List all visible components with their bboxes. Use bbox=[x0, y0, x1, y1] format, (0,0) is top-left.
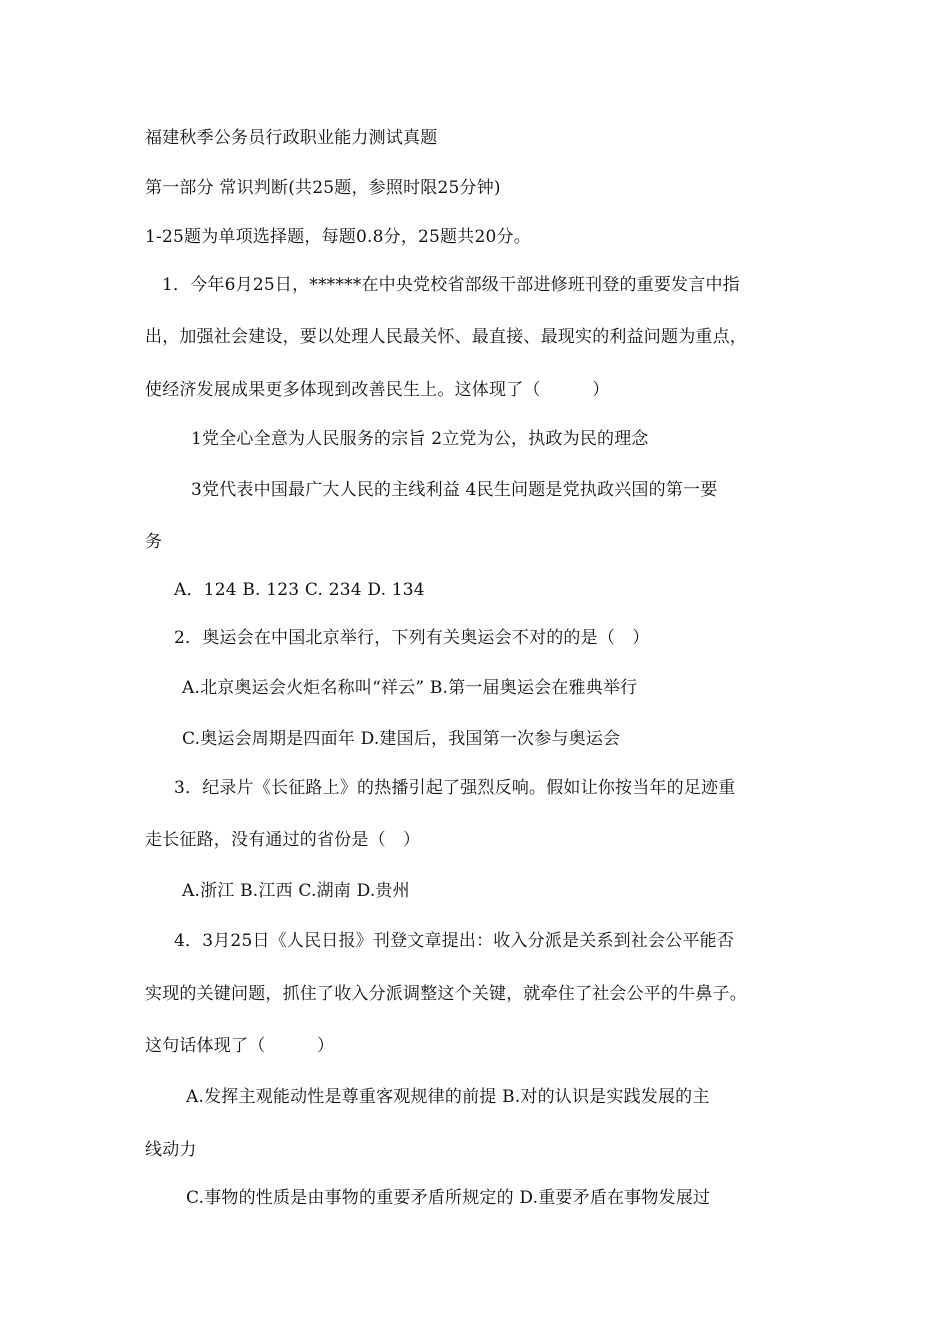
q4-options-line3: C.事物的性质是由事物的重要矛盾所规定的 D.重要矛盾在事物发展过 bbox=[186, 1188, 711, 1208]
q1-stem-line1: 1．今年6月25日，******在中央党校省部级干部进修班刊登的重要发言中指 bbox=[162, 275, 740, 295]
q1-stem-line2: 出，加强社会建设，要以处理人民最关怀、最直接、最现实的利益问题为重点， bbox=[145, 327, 747, 347]
q4-stem-line1: 4．3月25日《人民日报》刊登文章提出：收入分派是关系到社会公平能否 bbox=[174, 931, 735, 951]
q2-stem: 2．奥运会在中国北京举行，下列有关奥运会不对的的是（ ） bbox=[174, 628, 650, 648]
document-title: 福建秋季公务员行政职业能力测试真题 bbox=[145, 128, 438, 148]
q1-stem-line3: 使经济发展成果更多体现到改善民生上。这体现了（ ） bbox=[145, 380, 610, 400]
q1-statements-line2: 3党代表中国最广大人民的主线利益 4民生问题是党执政兴国的第一要 bbox=[191, 480, 718, 500]
instructions: 1-25题为单项选择题，每题0.8分，25题共20分。 bbox=[145, 227, 531, 247]
q4-options-line2: 线动力 bbox=[145, 1140, 197, 1160]
q1-statements-line1: 1党全心全意为人民服务的宗旨 2立党为公，执政为民的理念 bbox=[191, 429, 649, 449]
q4-stem-line3: 这句话体现了（ ） bbox=[145, 1036, 335, 1056]
q3-options: A.浙江 B.江西 C.湖南 D.贵州 bbox=[182, 881, 410, 901]
q4-options-line1: A.发挥主观能动性是尊重客观规律的前提 B.对的认识是实践发展的主 bbox=[186, 1087, 710, 1107]
q3-stem-line2: 走长征路，没有通过的省份是（ ） bbox=[145, 830, 421, 850]
q3-stem-line1: 3．纪录片《长征路上》的热播引起了强烈反响。假如让你按当年的足迹重 bbox=[174, 778, 736, 798]
q1-statements-line3: 务 bbox=[145, 532, 163, 552]
q2-options-line2: C.奥运会周期是四面年 D.建国后，我国第一次参与奥运会 bbox=[182, 729, 621, 749]
q2-options-line1: A.北京奥运会火炬名称叫“祥云” B.第一届奥运会在雅典举行 bbox=[182, 678, 638, 698]
q4-stem-line2: 实现的关键问题，抓住了收入分派调整这个关键，就牵住了社会公平的牛鼻子。 bbox=[145, 984, 747, 1004]
section-heading: 第一部分 常识判断(共25题，参照时限25分钟) bbox=[145, 178, 501, 198]
q1-options: A．124 B. 123 C. 234 D. 134 bbox=[174, 580, 425, 600]
